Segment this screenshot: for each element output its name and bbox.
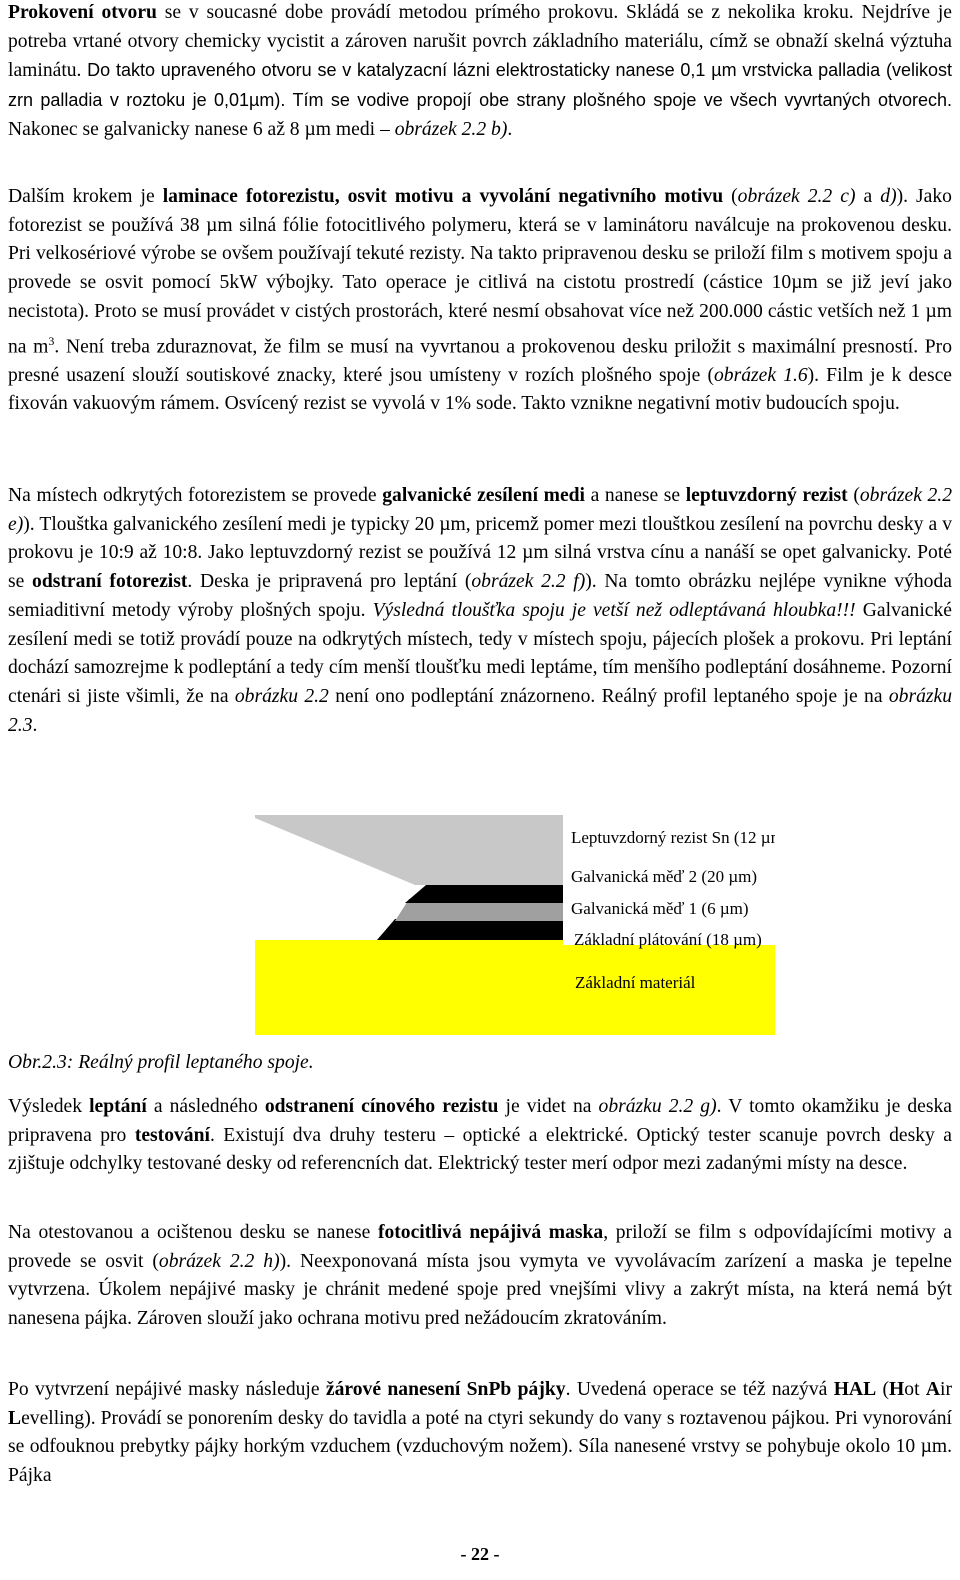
text: . Není treba zduraznovat, že film se musí na vyvrtanou a prokovenou desku priložit s maximální presností. Pro presné usazení slouží soutiskové znacky, které jsou umísteny v rozích plošného spoje ( xyxy=(8,336,953,386)
text: ( xyxy=(723,186,738,207)
term-galvanicke: galvanické zesílení medi xyxy=(382,485,585,506)
text: . V tomto okamžiku je deska pripravena pro xyxy=(8,1096,952,1146)
figure-ref: obrázku 2.3 xyxy=(8,685,952,736)
text-sans: Do takto upraveného otvoru se v katalyzacní lázni elektrostaticky nanese 0,1 µm vrstvicka palladia (velikost zrn palladia v roztoku je 0,01µm). Tím se vodive propojí obe strany plošného spoje ve všech vyvrtaných otvorech. xyxy=(8,60,953,111)
text: , priloží se film s odpovídajícími motivy a provede se osvit ( xyxy=(8,1222,952,1272)
text: Na otestovanou a ocištenou desku se nanese xyxy=(8,1222,378,1243)
text: . xyxy=(32,714,38,736)
figure-ref: obrázek 1.6 xyxy=(714,364,808,386)
text: a xyxy=(855,186,881,207)
label-plating: Základní plátování (18 µm) xyxy=(574,930,762,949)
text: ir xyxy=(940,1379,952,1400)
profile-figure xyxy=(255,815,775,1035)
figure-ref: obrázek 2.2 c) xyxy=(737,186,856,207)
term-testovani: testování xyxy=(134,1124,210,1146)
page-number: - 22 - xyxy=(460,1544,500,1564)
figure-ref: obrázek 2.2 f) xyxy=(471,571,586,593)
text: se v soucasné dobe provádí metodou prímého prokovu. Skládá se z nekolika kroku. Nejdríve je potreba vrtané otvory chemicky vycistit a zároven narušit povrch základního materiálu, címž se obnaží skelná výztuha laminátu. xyxy=(8,2,952,82)
emphasis: Výsledná tloušťka spoju je vetší než odleptávaná hloubka!!! xyxy=(372,599,856,621)
initial-l: L xyxy=(8,1407,22,1429)
term-maska: fotocitlivá nepájivá maska xyxy=(377,1222,604,1243)
text: Výsledek xyxy=(8,1096,90,1117)
paragraph-maska xyxy=(8,1219,952,1334)
figure-caption: Obr.2.3: Reálný profil leptaného spoje. xyxy=(8,1052,314,1073)
text: . Existují dva druhy testeru – optické a elektrické. Optický tester scanuje povrch desky a zjištuje odchylky testované desky od referencních dat. Elektrický tester merí odpor mezi zadanými místy na desce. xyxy=(8,1124,952,1175)
figure-ref: obrázek 2.2 e) xyxy=(8,485,952,535)
text: ( xyxy=(847,485,860,506)
text: Nakonec se galvanicky nanese 6 až 8 µm medi – xyxy=(8,118,395,140)
text: je videt na xyxy=(498,1096,599,1117)
label-copper2: Galvanická měď 2 (20 µm) xyxy=(571,867,758,886)
initial-a: A xyxy=(925,1379,941,1400)
text: . Uvedená operace se též nazývá xyxy=(565,1379,834,1400)
term-leptani: leptání xyxy=(89,1096,147,1117)
paragraph-laminace xyxy=(8,183,952,419)
term-pajka: žárové nanesení SnPb pájky xyxy=(325,1379,566,1400)
text: . xyxy=(507,118,513,140)
text: ). Jako fotorezist se používá 38 µm silná fólie fotocitlivého polymeru, která se v laminátoru naválcuje na prokovenou desku. Pri velkosériové výrobe se ovšem používají tekuté rezisty. Na takto pripravenou desku se priloží film s motivem spoju a provede se osvit pomocí 5kW výbojky. Tato operace je citlivá na cistotu prostredí (cástice 10µm se již jeví jako necistota). Proto se musí provádet v cistých prostorách, které nesmí obsahovat více než 200.000 cástic vetších než 1 µm na m xyxy=(8,186,952,358)
paragraph-galvanicke xyxy=(8,482,952,740)
text: Galvanické zesílení medi se totiž provádí pouze na odkrytých místech, tedy v místech spoju, pájecích plošek a prokovu. Pri leptání dochází samozrejme k podleptání a tedy cím menší tloušťku medi leptáme, tím menšího podleptání dosáhneme. Pozorní ctenári si jiste všimli, že na xyxy=(8,599,952,707)
text: a nanese se xyxy=(585,485,686,506)
paragraph-prokoveni xyxy=(8,0,952,145)
text: ). Neexponovaná místa jsou vymyta ve vyvolávacím zarízení a maska je tepelne vytvrzena. Úkolem nepájivé masky je chránit medené spoje pred vnejšími vlivy a zakrýt místa, na která nemá být nanesena pájka. Zároven slouží jako ochrana motivu pred nežádoucím zkratováním. xyxy=(8,1250,952,1330)
text: Na místech odkrytých fotorezistem se provede xyxy=(8,485,383,506)
superscript: 3 xyxy=(48,333,55,348)
text: ). Tlouštka galvanického zesílení medi je typicky 20 µm, pricemž pomer mezi tlouštkou zesílení na povrchu desky a v prokovu je 10:9 až 10:8. Jako leptuvzdorný rezist se používá 12 µm silná vrstva cínu a nanáší se opet galvanicky. Poté se xyxy=(8,513,952,593)
text: ). Film je k desce fixován vakuovým rámem. Osvícený rezist se vyvolá v 1% sode. Takto vznikne negativní motiv budoucích spoju. xyxy=(8,364,952,415)
term-hal: HAL xyxy=(833,1379,877,1400)
text: ( xyxy=(876,1379,890,1400)
term-odstrani: odstraní fotorezist xyxy=(32,571,188,593)
text: evelling). Provádí se ponorením desky do tavidla a poté na ctyri sekundy do vany s roztavenou pájkou. Pri vynorování se odfouknou prebytky pájky horkým vzduchem (vzduchovým nožem). Síla nanesené vrstvy se pohybuje okolo 10 µm. Pájka xyxy=(8,1407,952,1487)
text: ). Na tomto obrázku nejlépe vynikne výhoda semiaditivní metody výroby plošných spoju. xyxy=(8,571,952,621)
term-laminace: laminace fotorezistu, osvit motivu a vyvolání negativního motivu xyxy=(162,186,724,207)
paragraph-vysledek xyxy=(8,1093,952,1179)
term-rezist: leptuvzdorný rezist xyxy=(685,485,848,506)
figure-ref: obrázek 2.2 h) xyxy=(158,1250,280,1272)
text: Po vytvrzení nepájivé masky následuje xyxy=(8,1379,326,1400)
paragraph-hal xyxy=(8,1376,952,1491)
figure-ref: obrázku 2.2 xyxy=(234,685,329,707)
term-prokoveni: Prokovení otvoru xyxy=(8,2,157,23)
base-material-layer xyxy=(255,940,775,1035)
profile-figure-svg xyxy=(255,815,775,1035)
initial-h: H xyxy=(889,1379,905,1400)
text: ot xyxy=(904,1379,926,1400)
figure-ref: obrázek 2.2 b) xyxy=(394,118,508,140)
label-tin: Leptuvzdorný rezist Sn (12 µm) xyxy=(571,828,775,847)
text: . Deska je pripravená pro leptání ( xyxy=(187,571,472,593)
label-copper1: Galvanická měď 1 (6 µm) xyxy=(571,899,749,918)
term-odstraneni: odstranení cínového rezistu xyxy=(264,1096,499,1117)
text: Dalším krokem je xyxy=(8,186,163,207)
text: a následného xyxy=(146,1096,265,1117)
label-base: Základní materiál xyxy=(575,973,696,992)
text: není ono podleptání znázorneno. Reálný profil leptaného spoje je na xyxy=(328,685,889,707)
figure-ref: d) xyxy=(880,186,897,207)
figure-ref: obrázku 2.2 g) xyxy=(598,1096,717,1117)
